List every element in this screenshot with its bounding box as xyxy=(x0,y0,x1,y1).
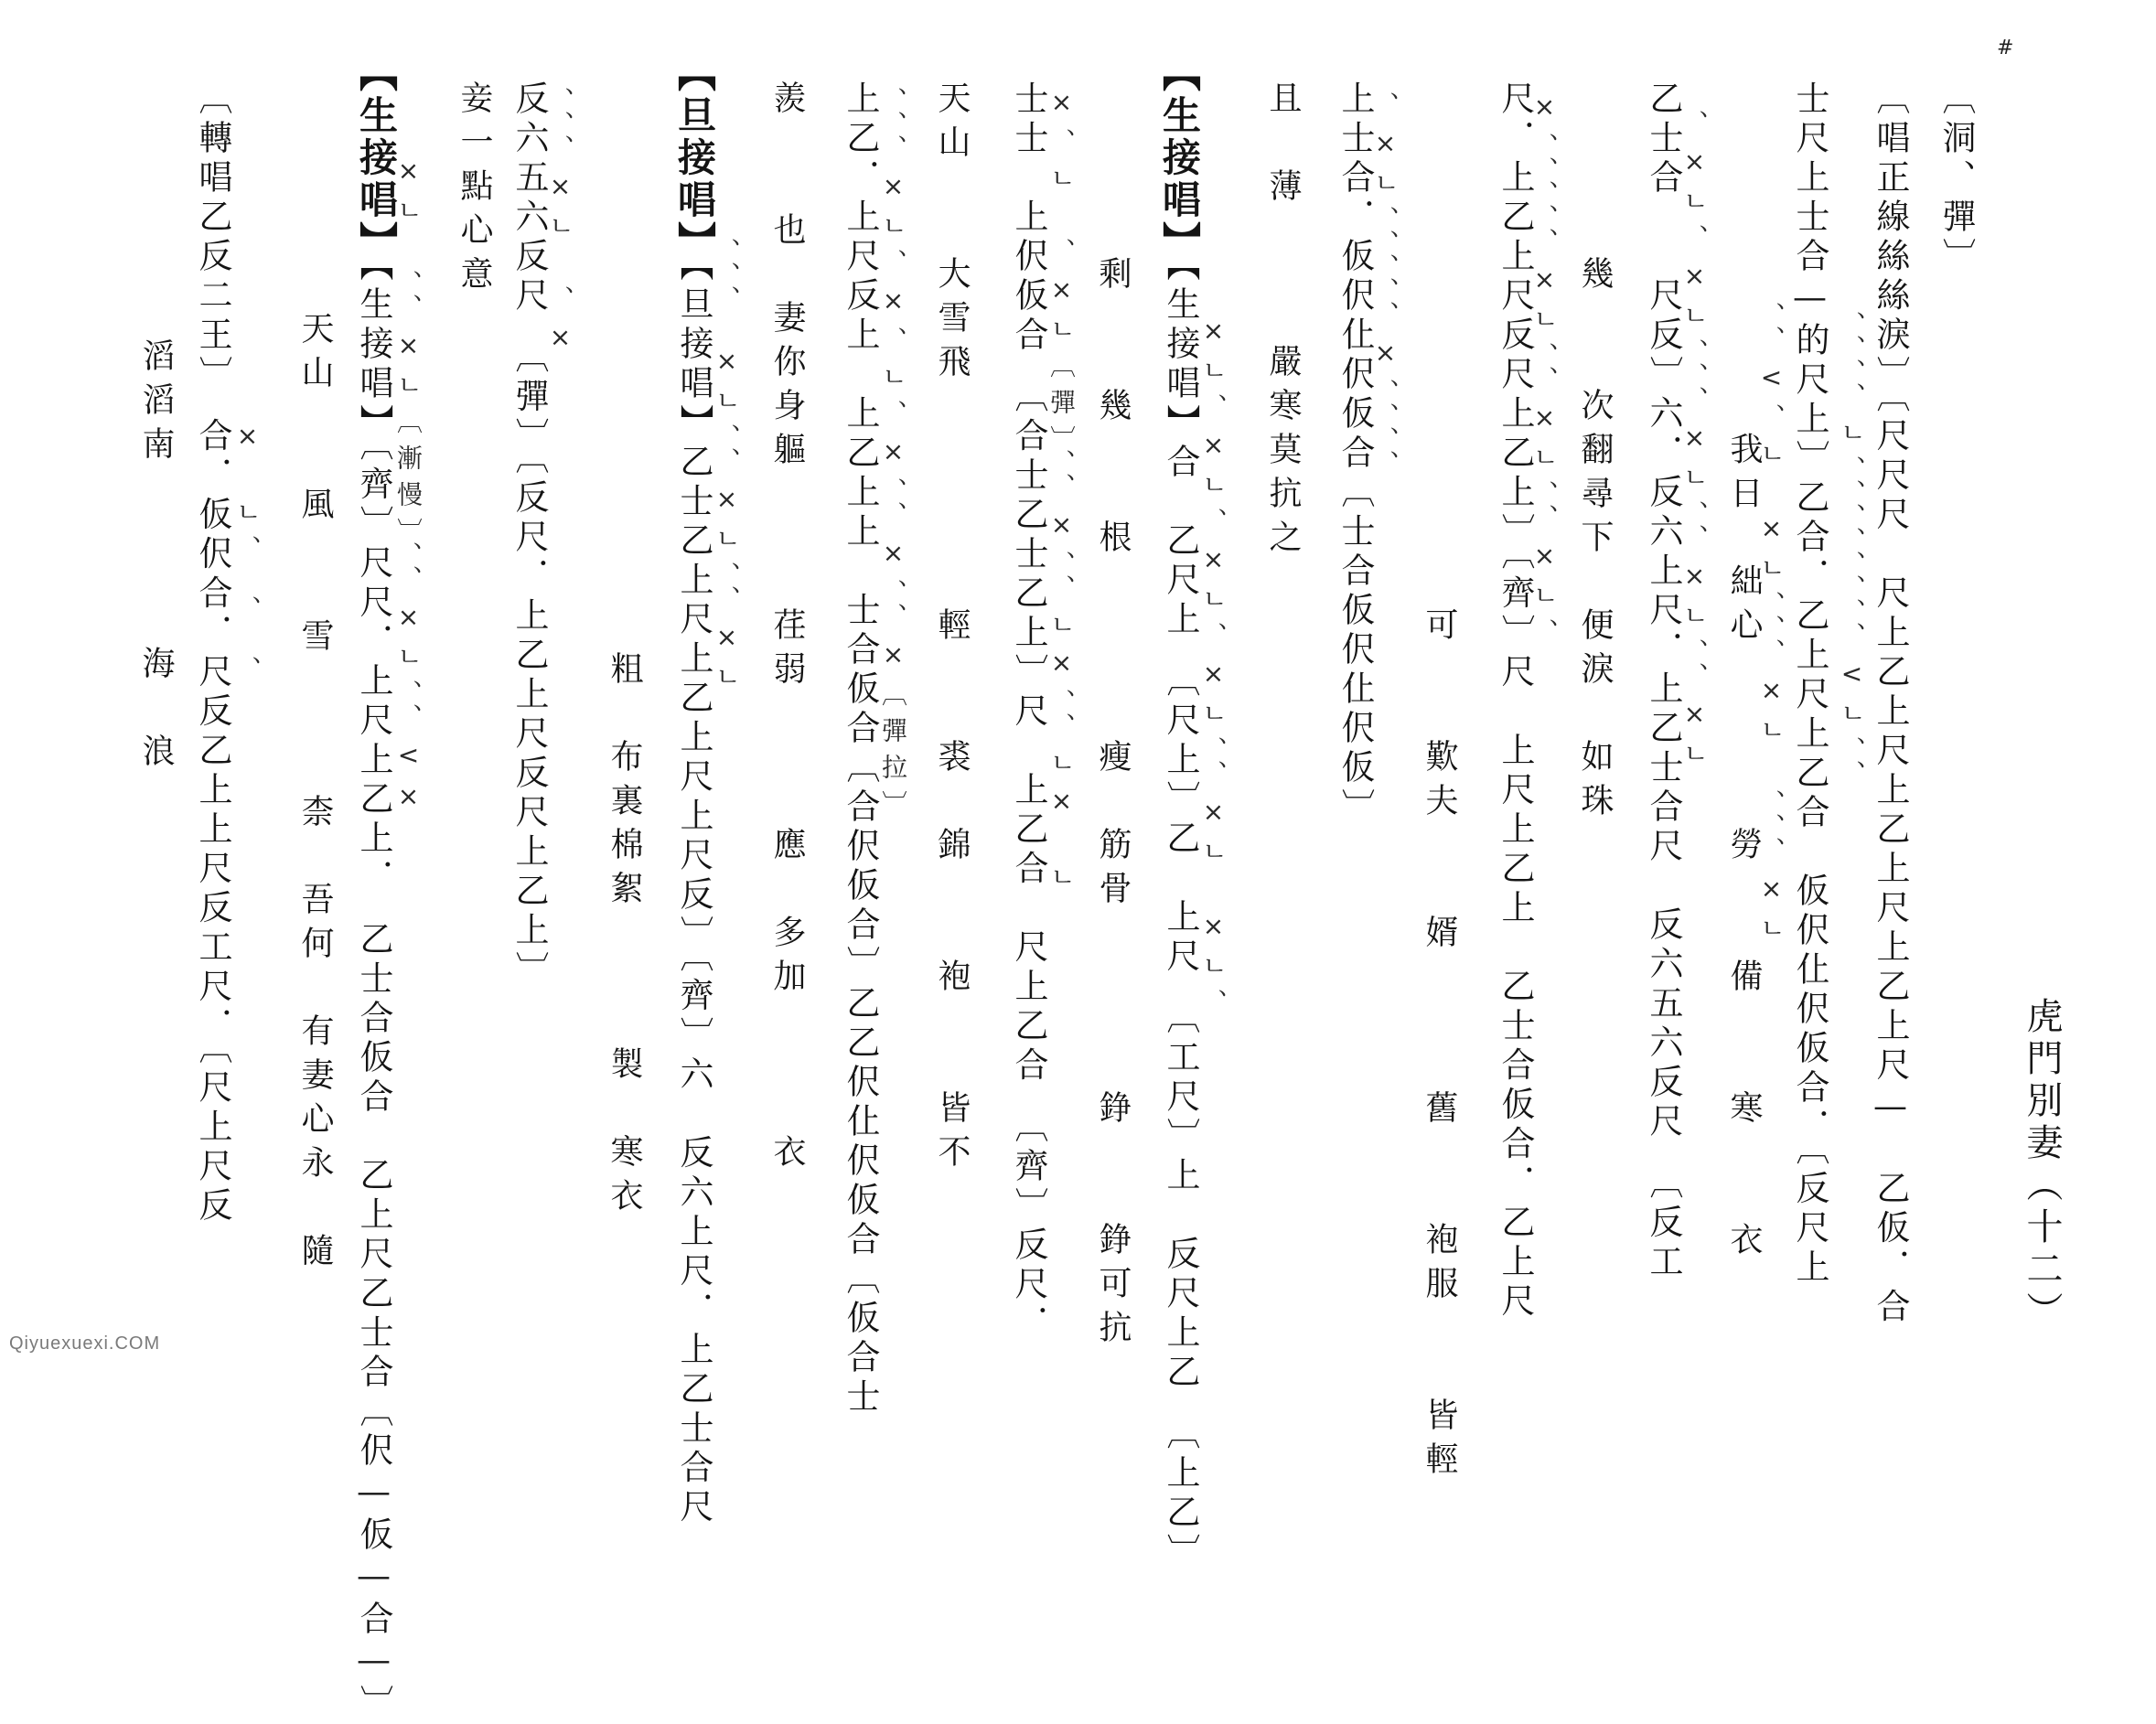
lyrics-column-16: 妾一點心意 xyxy=(456,80,493,300)
lyrics-column-3: 我日 絀心 勞 備 寒 衣 xyxy=(1725,80,1763,1266)
accent-marks-column-3: 、、<、ㄴ ×ㄴ、、、×ㄴ 、、、×ㄴ xyxy=(1756,302,1786,951)
notation-column-14: 【旦接唱】乙士乙上尺上乙上尺上尺反〕〔齊〕六 反六上尺．上乙士合尺 xyxy=(674,247,713,1528)
accent-marks-column-12: 、、、×ㄴ、×、ㄴ、×、、×、、×〔彈拉〕 xyxy=(878,87,908,827)
accent-marks-column-6: 、×ㄴ、、、、、×、、、、 xyxy=(1370,91,1400,487)
lyrics-column-9: 剩 幾 根 瘦 筋骨 錚 錚可抗 xyxy=(1094,80,1132,1354)
notation-column-19: 〔轉唱乙反二王〕 合．仮伬合．尺反乙上上尺反工尺．〔尺上尺反 xyxy=(193,80,232,1226)
accent-marks-column-14: 、、、 ×ㄴ、、×ㄴ、、×ㄴ xyxy=(712,238,742,700)
notation-column-3: 士尺上士合—的尺上〕乙合．乙上尺上乙合 仮伬仩伬仮合．〔反尺上 xyxy=(1790,80,1829,1289)
lyrics-column-14: 粗 布裏棉絮 製 寒衣 xyxy=(606,80,643,1222)
notation-column-1: 〔洞、彈〕 xyxy=(1936,80,1976,277)
section-header-sheng-2: 【生接唱】 xyxy=(354,53,399,263)
accent-marks-column-5: ×、、、、、×ㄴ、、×ㄴ、、×ㄴ、 xyxy=(1529,91,1560,655)
notation-column-6: 上士合．仮伬仩伬仮合〔士合仮伬仩伬仮〕 xyxy=(1335,80,1375,828)
lyrics-column-13: 羨 也 妻你身軀 荏弱 應 多加 衣 xyxy=(768,80,806,1178)
document-title: 虎門別妻（十二） xyxy=(2021,997,2063,1333)
lyrics-column-20: 滔滔南 海 浪 xyxy=(137,338,175,777)
notation-column-5: 尺．上乙上尺反尺上乙上〕〔齊〕尺 上尺上乙上 乙士合仮合．乙上尺 xyxy=(1496,80,1535,1322)
accent-marks-column-17: ×ㄴ 、、×ㄴ〔漸慢〕、、×ㄴ、、<× xyxy=(393,155,424,822)
lyrics-column-18: 天山 風 雪 柰 吾何 有妻心永 隨 xyxy=(296,311,334,1277)
notation-column-15: 反六五六反尺 〔彈〕〔反尺．上乙上尺反尺上乙上〕 xyxy=(510,80,549,990)
notation-column-2: 〔唱正線絲絲淚〕〔尺尺尺 尺上乙上尺上乙上尺上乙上尺— 乙仮．合 xyxy=(1871,80,1910,1328)
lyrics-column-4: 幾 次翻尋下 便淚 如珠 xyxy=(1576,80,1614,827)
accent-marks-column-8: ×ㄴ、×ㄴ、×ㄴ、×ㄴ、、×ㄴ ×ㄴ、 xyxy=(1198,242,1228,1025)
lyrics-column-5: 可 歎夫 婿 舊 袍服 皆輕 xyxy=(1421,80,1458,1485)
lyrics-column-11: 天山 大雪飛 輕 裘 錦 袍 皆不 xyxy=(933,80,971,1178)
accent-marks-column-19: × ㄴ、 、 、 xyxy=(232,421,263,692)
accent-marks-column-4: 、×ㄴ、×ㄴ、、、×ㄴ、、×ㄴ、、×ㄴ xyxy=(1679,110,1710,776)
section-header-sheng-1: 【生接唱】 xyxy=(1157,53,1202,263)
accent-marks-column-15: 、、、×ㄴ 、× xyxy=(545,87,575,363)
notation-column-4: 乙士合 尺反〕六．反六上尺．上乙士合尺 反六五六反尺 〔反工 xyxy=(1644,80,1683,1283)
section-header-dan: 【旦接唱】 xyxy=(672,53,717,263)
hash-marker: # xyxy=(1997,37,2014,59)
accent-marks-column-10: ×、ㄴ 、×ㄴ〔彈〕、、×、、ㄴ×、、ㄴ× ㄴ xyxy=(1046,87,1077,900)
lyrics-column-7: 且 薄 嚴寒莫抗之 xyxy=(1264,80,1302,563)
watermark: Qiyuexuexi.COM xyxy=(9,1333,161,1354)
notation-column-10: 士士 上伬仮合 〔合士乙士乙上〕尺 上乙合 尺上乙合 〔齊〕反尺． xyxy=(1009,80,1048,1344)
notation-column-12: 上乙．上尺反上 上乙上上 士合仮合〔合伬仮合〕乙乙伬仩伬仮合〔仮合士 xyxy=(841,80,880,1418)
accent-marks-column-2: 、、、、ㄴ、、、、、、、、<ㄴ、、 xyxy=(1837,311,1867,797)
notation-column-8: 【生接唱】合 乙尺上 〔尺上〕乙 上尺 〔工尺〕上 反尺上乙 〔上乙〕 xyxy=(1161,247,1200,1573)
notation-column-17: 【生接唱】〔齊〕尺尺．上尺上乙上． 乙士合仮合 乙上尺乙士合〔伬—仮—合—〕 xyxy=(354,247,393,1724)
